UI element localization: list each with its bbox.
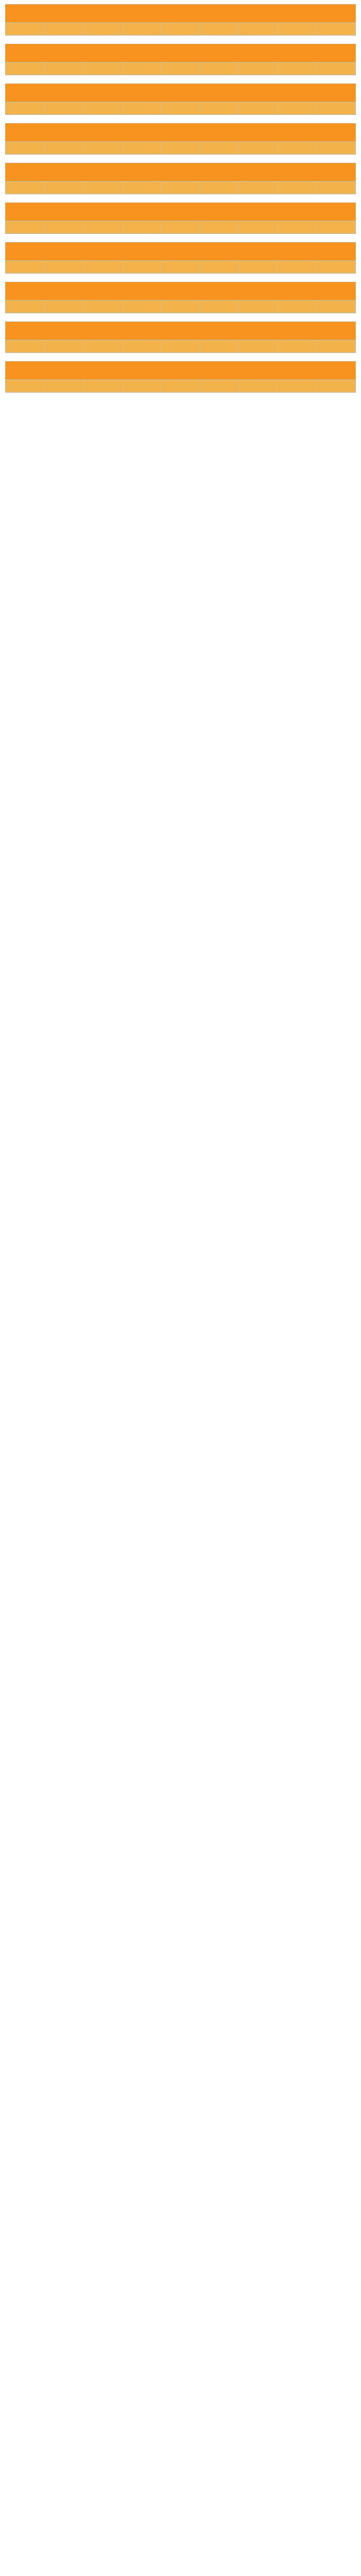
table-header-row [6, 103, 355, 114]
column-header [122, 182, 161, 194]
column-header [200, 182, 238, 194]
column-header [45, 222, 83, 233]
table-header-row [6, 301, 355, 313]
column-header [6, 103, 45, 114]
column-header [161, 301, 200, 313]
column-header [316, 23, 355, 35]
column-header [316, 380, 355, 392]
price-table [6, 221, 355, 233]
table-header-row [6, 341, 355, 352]
column-header [161, 142, 200, 154]
table-header-row [6, 182, 355, 194]
section-title [6, 243, 355, 261]
column-header [83, 380, 122, 392]
section-title [6, 203, 355, 221]
column-header [45, 261, 83, 273]
column-header [200, 222, 238, 233]
column-header [45, 103, 83, 114]
column-header [278, 142, 316, 154]
column-header [238, 380, 277, 392]
column-header [122, 341, 161, 352]
column-header [316, 222, 355, 233]
column-header [161, 182, 200, 194]
column-header [45, 301, 83, 313]
column-header [316, 182, 355, 194]
price-table [6, 380, 355, 392]
column-header [238, 182, 277, 194]
table-header-row [6, 380, 355, 392]
price-table-section [5, 163, 356, 194]
column-header [122, 380, 161, 392]
column-header [200, 103, 238, 114]
column-header [238, 301, 277, 313]
column-header [200, 341, 238, 352]
column-header [122, 63, 161, 75]
column-header [278, 103, 316, 114]
column-header [122, 142, 161, 154]
column-header [200, 380, 238, 392]
column-header [6, 341, 45, 352]
column-header [45, 142, 83, 154]
column-header [316, 301, 355, 313]
column-header [6, 63, 45, 75]
column-header [6, 182, 45, 194]
column-header [45, 182, 83, 194]
column-header [161, 63, 200, 75]
column-header [238, 23, 277, 35]
column-header [6, 301, 45, 313]
column-header [278, 261, 316, 273]
price-table [6, 340, 355, 352]
column-header [83, 222, 122, 233]
column-header [122, 103, 161, 114]
price-table-section [5, 361, 356, 393]
price-table-section [5, 282, 356, 313]
column-header [161, 341, 200, 352]
column-header [83, 103, 122, 114]
column-header [83, 341, 122, 352]
column-header [122, 261, 161, 273]
table-header-row [6, 261, 355, 273]
column-header [122, 301, 161, 313]
column-header [200, 23, 238, 35]
column-header [161, 261, 200, 273]
column-header [83, 261, 122, 273]
column-header [161, 103, 200, 114]
column-header [83, 142, 122, 154]
price-table [6, 102, 355, 114]
column-header [6, 222, 45, 233]
column-header [6, 142, 45, 154]
column-header [161, 23, 200, 35]
price-table-section [5, 123, 356, 155]
column-header [316, 63, 355, 75]
column-header [122, 222, 161, 233]
section-title [6, 163, 355, 181]
price-table [6, 62, 355, 75]
column-header [316, 103, 355, 114]
column-header [238, 142, 277, 154]
price-table [6, 142, 355, 154]
price-table-section [5, 83, 356, 115]
column-header [278, 63, 316, 75]
section-title [6, 322, 355, 340]
table-header-row [6, 222, 355, 233]
price-table-section [5, 44, 356, 75]
column-header [278, 341, 316, 352]
column-header [200, 301, 238, 313]
column-header [83, 182, 122, 194]
column-header [200, 261, 238, 273]
column-header [83, 23, 122, 35]
price-tables-page [0, 0, 361, 405]
price-table [6, 261, 355, 273]
table-header-row [6, 142, 355, 154]
table-header-row [6, 63, 355, 75]
column-header [238, 261, 277, 273]
column-header [278, 301, 316, 313]
column-header [238, 222, 277, 233]
price-table [6, 23, 355, 35]
column-header [316, 261, 355, 273]
section-title [6, 44, 355, 62]
column-header [200, 63, 238, 75]
column-header [6, 23, 45, 35]
column-header [122, 23, 161, 35]
column-header [45, 63, 83, 75]
column-header [161, 380, 200, 392]
column-header [278, 222, 316, 233]
table-header-row [6, 23, 355, 35]
column-header [316, 341, 355, 352]
column-header [238, 103, 277, 114]
price-table-section [5, 242, 356, 274]
section-title [6, 362, 355, 380]
column-header [83, 301, 122, 313]
section-title [6, 282, 355, 300]
price-table [6, 181, 355, 194]
section-title [6, 124, 355, 142]
section-title [6, 84, 355, 102]
column-header [278, 182, 316, 194]
column-header [45, 341, 83, 352]
price-table-section [5, 321, 356, 353]
price-table [6, 300, 355, 313]
column-header [45, 23, 83, 35]
column-header [238, 341, 277, 352]
section-title [6, 5, 355, 23]
column-header [278, 380, 316, 392]
column-header [238, 63, 277, 75]
column-header [45, 380, 83, 392]
column-header [316, 142, 355, 154]
column-header [6, 261, 45, 273]
column-header [83, 63, 122, 75]
price-table-section [5, 202, 356, 234]
column-header [278, 23, 316, 35]
column-header [6, 380, 45, 392]
price-table-section [5, 4, 356, 36]
column-header [161, 222, 200, 233]
column-header [200, 142, 238, 154]
